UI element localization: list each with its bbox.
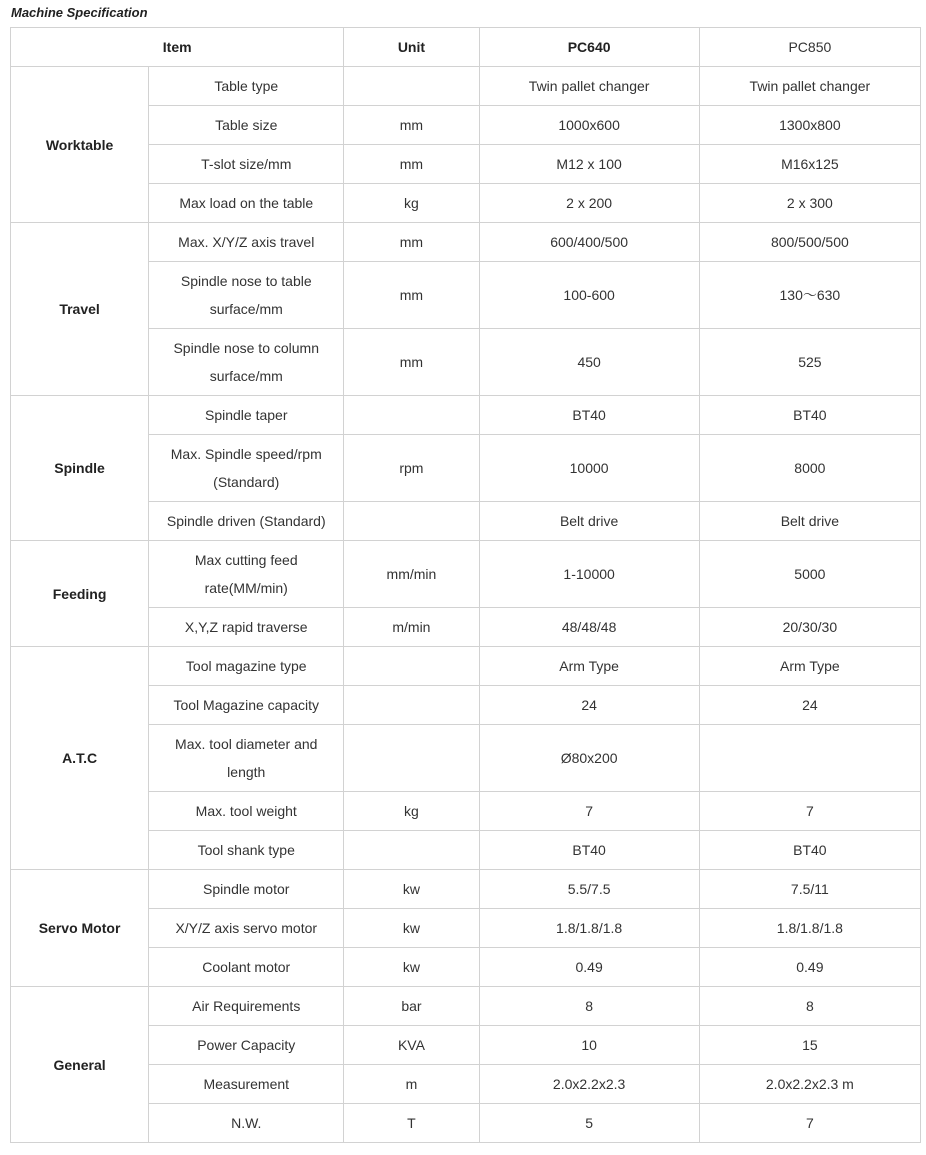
- group-travel: Travel: [11, 223, 149, 396]
- spec-unit: [344, 67, 479, 106]
- spec-unit: kw: [344, 909, 479, 948]
- spec-value-pc640: 600/400/500: [479, 223, 699, 262]
- spec-unit: mm: [344, 223, 479, 262]
- spec-unit: kw: [344, 870, 479, 909]
- spec-item-label: Max. tool diameter and length: [149, 725, 344, 792]
- spec-unit: m/min: [344, 608, 479, 647]
- spec-value-pc850: 20/30/30: [699, 608, 920, 647]
- spec-value-pc850: 1.8/1.8/1.8: [699, 909, 920, 948]
- spec-item-label: N.W.: [149, 1104, 344, 1143]
- table-row: [11, 541, 921, 608]
- spec-value-pc850: [699, 725, 920, 792]
- spec-value-pc640: BT40: [479, 831, 699, 870]
- spec-item-label: Spindle nose to table surface/mm: [149, 262, 344, 329]
- spec-value-pc850: 15: [699, 1026, 920, 1065]
- table-row: [11, 870, 921, 909]
- header-model-pc850: PC850: [699, 28, 920, 67]
- spec-unit: mm: [344, 329, 479, 396]
- spec-value-pc850: 130～630: [699, 262, 920, 329]
- spec-unit: [344, 502, 479, 541]
- table-row: [11, 396, 921, 435]
- spec-item-label: Table type: [149, 67, 344, 106]
- table-row: [11, 987, 921, 1026]
- spec-item-label: Spindle motor: [149, 870, 344, 909]
- header-model-pc640: PC640: [479, 28, 699, 67]
- spec-value-pc850: Twin pallet changer: [699, 67, 920, 106]
- spec-unit: mm: [344, 262, 479, 329]
- table-row: [11, 67, 921, 106]
- spec-unit: [344, 831, 479, 870]
- spec-value-pc640: 2.0x2.2x2.3: [479, 1065, 699, 1104]
- spec-item-label: Max. X/Y/Z axis travel: [149, 223, 344, 262]
- spec-unit: mm: [344, 106, 479, 145]
- spec-unit: [344, 686, 479, 725]
- spec-item-label: Max. tool weight: [149, 792, 344, 831]
- spec-value-pc850: 8: [699, 987, 920, 1026]
- spec-value-pc850: M16x125: [699, 145, 920, 184]
- spec-value-pc850: 5000: [699, 541, 920, 608]
- spec-value-pc640: 10000: [479, 435, 699, 502]
- spec-value-pc640: 1000x600: [479, 106, 699, 145]
- group-a-t-c: A.T.C: [11, 647, 149, 870]
- group-feeding: Feeding: [11, 541, 149, 647]
- page-title: Machine Specification: [11, 5, 148, 20]
- spec-unit: kg: [344, 184, 479, 223]
- table-row: [11, 223, 921, 262]
- spec-value-pc850: 525: [699, 329, 920, 396]
- spec-value-pc640: 5: [479, 1104, 699, 1143]
- spec-value-pc640: BT40: [479, 396, 699, 435]
- spec-value-pc640: Twin pallet changer: [479, 67, 699, 106]
- spec-value-pc850: 8000: [699, 435, 920, 502]
- spec-item-label: X/Y/Z axis servo motor: [149, 909, 344, 948]
- spec-value-pc850: 7: [699, 1104, 920, 1143]
- spec-value-pc640: 100-600: [479, 262, 699, 329]
- spec-item-label: Spindle nose to column surface/mm: [149, 329, 344, 396]
- header-item: Item: [11, 28, 344, 67]
- spec-value-pc850: Belt drive: [699, 502, 920, 541]
- spec-unit: rpm: [344, 435, 479, 502]
- spec-value-pc640: 48/48/48: [479, 608, 699, 647]
- table-header-row: [11, 28, 921, 67]
- spec-item-label: T-slot size/mm: [149, 145, 344, 184]
- spec-item-label: Air Requirements: [149, 987, 344, 1026]
- spec-value-pc640: Ø80x200: [479, 725, 699, 792]
- spec-value-pc640: 5.5/7.5: [479, 870, 699, 909]
- spec-value-pc640: 2 x 200: [479, 184, 699, 223]
- spec-value-pc640: 0.49: [479, 948, 699, 987]
- group-spindle: Spindle: [11, 396, 149, 541]
- spec-value-pc850: BT40: [699, 831, 920, 870]
- spec-value-pc640: 1.8/1.8/1.8: [479, 909, 699, 948]
- spec-unit: T: [344, 1104, 479, 1143]
- spec-item-label: X,Y,Z rapid traverse: [149, 608, 344, 647]
- spec-item-label: Power Capacity: [149, 1026, 344, 1065]
- spec-item-label: Spindle taper: [149, 396, 344, 435]
- spec-value-pc850: 7: [699, 792, 920, 831]
- spec-item-label: Measurement: [149, 1065, 344, 1104]
- table-row: [11, 647, 921, 686]
- spec-value-pc850: 1300x800: [699, 106, 920, 145]
- spec-unit: mm/min: [344, 541, 479, 608]
- spec-value-pc850: BT40: [699, 396, 920, 435]
- spec-value-pc850: 24: [699, 686, 920, 725]
- spec-unit: [344, 647, 479, 686]
- spec-unit: m: [344, 1065, 479, 1104]
- spec-unit: KVA: [344, 1026, 479, 1065]
- spec-item-label: Tool magazine type: [149, 647, 344, 686]
- spec-value-pc850: 2 x 300: [699, 184, 920, 223]
- spec-value-pc640: 450: [479, 329, 699, 396]
- spec-value-pc850: 0.49: [699, 948, 920, 987]
- spec-unit: [344, 396, 479, 435]
- spec-item-label: Table size: [149, 106, 344, 145]
- spec-value-pc850: Arm Type: [699, 647, 920, 686]
- spec-unit: mm: [344, 145, 479, 184]
- group-general: General: [11, 987, 149, 1143]
- spec-unit: kg: [344, 792, 479, 831]
- spec-unit: bar: [344, 987, 479, 1026]
- spec-value-pc850: 800/500/500: [699, 223, 920, 262]
- group-worktable: Worktable: [11, 67, 149, 223]
- group-servo-motor: Servo Motor: [11, 870, 149, 987]
- spec-item-label: Max cutting feed rate(MM/min): [149, 541, 344, 608]
- spec-item-label: Coolant motor: [149, 948, 344, 987]
- spec-value-pc640: 24: [479, 686, 699, 725]
- spec-value-pc850: 7.5/11: [699, 870, 920, 909]
- spec-item-label: Tool Magazine capacity: [149, 686, 344, 725]
- header-unit: Unit: [344, 28, 479, 67]
- spec-value-pc640: Belt drive: [479, 502, 699, 541]
- spec-item-label: Max. Spindle speed/rpm (Standard): [149, 435, 344, 502]
- spec-value-pc850: 2.0x2.2x2.3 m: [699, 1065, 920, 1104]
- spec-value-pc640: M12 x 100: [479, 145, 699, 184]
- spec-value-pc640: 1-10000: [479, 541, 699, 608]
- spec-item-label: Spindle driven (Standard): [149, 502, 344, 541]
- spec-value-pc640: 8: [479, 987, 699, 1026]
- spec-item-label: Max load on the table: [149, 184, 344, 223]
- spec-unit: [344, 725, 479, 792]
- spec-unit: kw: [344, 948, 479, 987]
- spec-item-label: Tool shank type: [149, 831, 344, 870]
- spec-value-pc640: Arm Type: [479, 647, 699, 686]
- spec-value-pc640: 10: [479, 1026, 699, 1065]
- spec-table: [10, 27, 921, 1143]
- spec-value-pc640: 7: [479, 792, 699, 831]
